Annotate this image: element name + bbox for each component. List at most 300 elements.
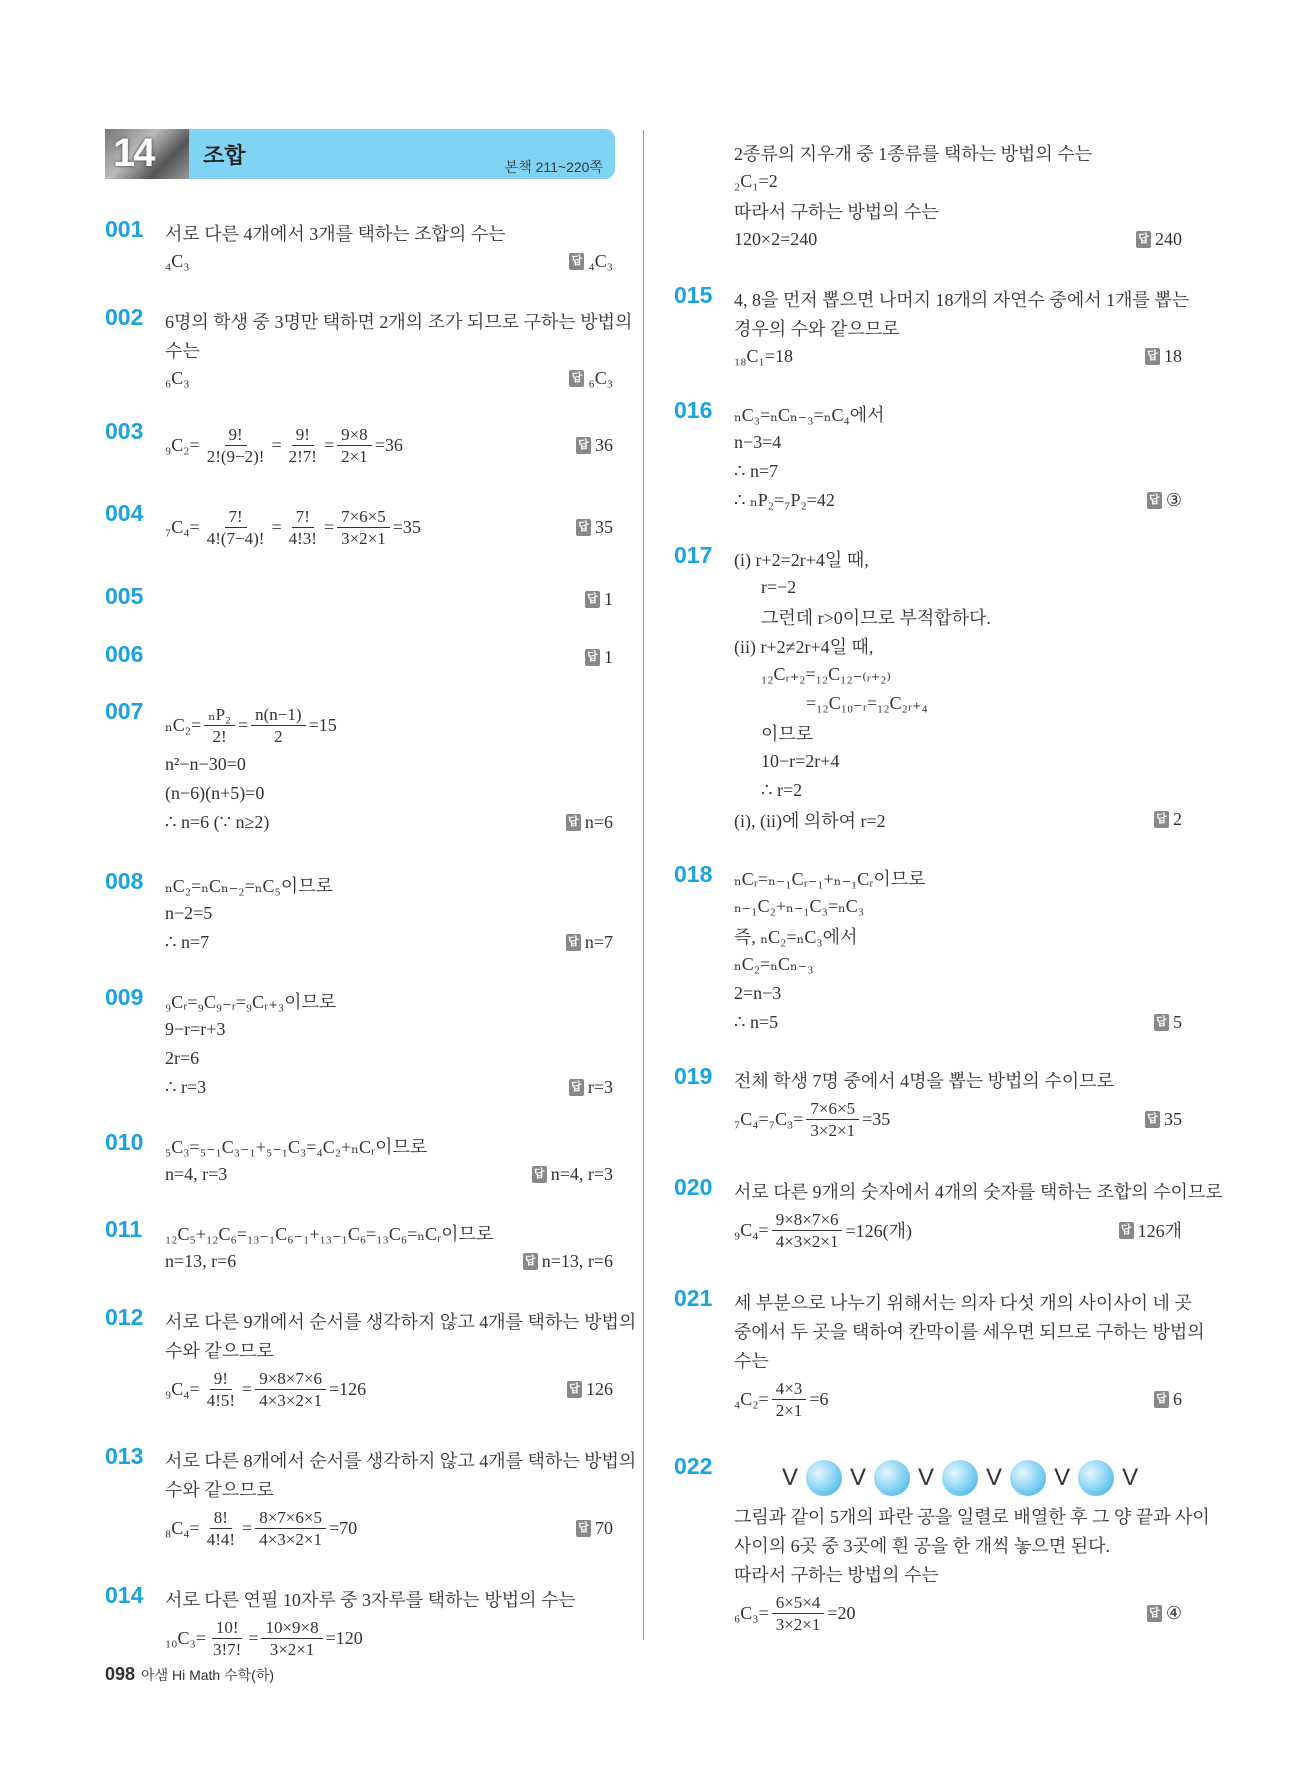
gap-mark: V — [986, 1464, 1003, 1491]
answer-icon: 답 — [585, 591, 600, 608]
math-text: =35 — [862, 1108, 891, 1129]
math-text: (ii) r+2≠2r+4일 때, — [734, 636, 874, 657]
answer — [1154, 809, 1182, 830]
problem-number: 015 — [674, 282, 713, 308]
problem-number: 001 — [105, 216, 144, 242]
solution-lines — [165, 306, 633, 393]
answer-value: n=6 — [584, 812, 613, 832]
math-text: ₙC₃=ₙCₙ₋₃=ₙC₄에서 — [734, 404, 885, 425]
answer-icon: 답 — [1147, 1605, 1162, 1622]
answer — [1145, 346, 1182, 367]
math-text: ₙCᵣ=ₙ₋₁Cᵣ₋₁+ₙ₋₁Cᵣ이므로 — [734, 868, 926, 889]
math-text: ₁₈C₁=18 — [734, 346, 793, 366]
solution-line — [165, 585, 613, 614]
fraction — [285, 424, 321, 467]
answer-icon: 답 — [1145, 348, 1160, 365]
chapter-title: 조합 — [203, 143, 246, 168]
math-text: ₉Cᵣ=₉C₉₋ᵣ=₉Cᵣ₊₃이므로 — [165, 991, 337, 1012]
math-text: ₇C₄=₇C₃= — [734, 1108, 804, 1129]
math-text: ∴ n=6 (∵ n≥2) — [165, 812, 270, 832]
solution-line — [734, 1008, 1182, 1037]
gap-mark: V — [1122, 1464, 1139, 1491]
answer — [1154, 1389, 1182, 1410]
math-text: r=−2 — [734, 577, 797, 597]
math-text: 따라서 구하는 방법의 수는 — [734, 1564, 939, 1585]
problem-016 — [674, 399, 1182, 515]
math-text: ₙ₋₁C₂+ₙ₋₁C₃=ₙC₃ — [734, 896, 865, 916]
math-text: 전체 학생 7명 중에서 4명을 뽑는 방법의 수이므로 — [734, 1070, 1114, 1091]
fraction — [285, 506, 321, 549]
problem-005 — [105, 585, 613, 614]
math-text: ₁₀C₃= — [165, 1627, 206, 1648]
solution-line — [734, 718, 1182, 747]
fraction — [203, 1507, 239, 1550]
math-text: 4, 8을 먼저 뽑으면 나머지 18개의 자연수 중에서 1개를 뽑는 — [734, 289, 1190, 310]
solution-lines — [165, 1584, 613, 1663]
solution-lines — [165, 986, 613, 1102]
answer-value: r=3 — [587, 1077, 613, 1097]
solution-line — [165, 306, 633, 335]
denominator: 4×3×2×1 — [259, 1529, 322, 1549]
answer-value: 240 — [1155, 229, 1182, 249]
numerator: 9! — [225, 424, 247, 446]
problem-number: 012 — [105, 1304, 144, 1330]
math-text: =126 — [328, 1378, 367, 1399]
math-text: =15 — [308, 714, 337, 735]
answer-icon: 답 — [576, 437, 591, 454]
math-text: =70 — [328, 1517, 358, 1538]
solution-line — [165, 1584, 613, 1613]
solution-line — [165, 218, 613, 247]
answer-icon: 답 — [1154, 1014, 1169, 1031]
problem-number: 013 — [105, 1443, 144, 1469]
numerator: 7! — [225, 506, 247, 528]
answer-value: 6 — [1173, 1388, 1182, 1409]
gap-mark: V — [850, 1464, 867, 1491]
solution-line — [734, 1588, 1182, 1638]
math-text: 이므로 — [734, 723, 814, 744]
numerator: 7×6×5 — [806, 1098, 859, 1120]
problem-010 — [105, 1131, 613, 1189]
problem-009 — [105, 986, 613, 1102]
math-text: ₁₂Cᵣ₊₂=₁₂C₁₂₋₍ᵣ₊₂₎ — [734, 664, 891, 684]
answer-icon: 답 — [1136, 231, 1151, 248]
solution-line — [734, 1530, 1182, 1559]
denominator: 2×1 — [341, 446, 368, 466]
answer-icon: 답 — [576, 1520, 591, 1537]
solution-line — [734, 457, 1182, 486]
answer-value: 35 — [1164, 1108, 1182, 1129]
numerator: 10×9×8 — [261, 1617, 322, 1639]
problem-number: 007 — [105, 698, 144, 724]
answer-icon: 답 — [1154, 811, 1169, 828]
math-text: ∴ n=5 — [734, 1012, 779, 1032]
problem-number: 005 — [105, 583, 144, 609]
answer-value: ③ — [1165, 490, 1182, 510]
math-text: ₁₂C₅+₁₂C₆=₁₃₋₁C₆₋₁+₁₃₋₁C₆=₁₃C₆=ₙCᵣ이므로 — [165, 1223, 494, 1244]
answer-icon: 답 — [1147, 492, 1162, 509]
problem-number: 008 — [105, 868, 144, 894]
fraction — [203, 506, 269, 549]
math-text: ₙC₂= — [165, 714, 202, 735]
denominator: 3×2×1 — [810, 1120, 856, 1140]
denominator: 4!(7−4)! — [206, 528, 265, 548]
numerator: 9×8×7×6 — [772, 1209, 843, 1231]
math-text: ∴ n=7 — [734, 461, 779, 481]
chapter-header — [105, 129, 615, 179]
answer — [576, 517, 613, 538]
solution-line — [734, 573, 1182, 602]
problem-number: 006 — [105, 641, 144, 667]
answer — [567, 1379, 613, 1400]
fraction — [337, 424, 372, 467]
answer-icon: 답 — [566, 814, 581, 831]
problem-020 — [674, 1174, 1223, 1255]
solution-line — [165, 1160, 613, 1189]
math-text: =20 — [827, 1602, 856, 1623]
math-text: 세 부분으로 나누기 위해서는 의자 다섯 개의 사이사이 네 곳 — [734, 1292, 1192, 1313]
math-text: n−2=5 — [165, 903, 213, 923]
problem-number: 016 — [674, 397, 713, 423]
gap-mark: V — [1054, 1464, 1071, 1491]
solution-lines — [734, 1455, 1210, 1638]
solution-line — [165, 502, 613, 552]
fraction — [203, 1368, 239, 1411]
answer-icon: 답 — [585, 649, 600, 666]
solution-line — [165, 1015, 613, 1044]
answer-value: 35 — [595, 516, 613, 537]
gap-mark: V — [782, 1464, 799, 1491]
math-text: ₉C₂= — [165, 434, 200, 455]
solution-line — [165, 1613, 613, 1663]
chapter-number: 14 — [113, 131, 154, 175]
solution-line — [734, 1176, 1223, 1205]
denominator: 3!7! — [212, 1639, 242, 1659]
solution-line — [165, 364, 613, 393]
solution-line — [165, 1044, 613, 1073]
answer-value: ₆C₃ — [588, 368, 613, 388]
denominator: 3×2×1 — [775, 1614, 821, 1634]
blue-ball — [942, 1460, 978, 1496]
math-text: ∴ n=7 — [165, 932, 210, 952]
solution-line — [165, 1247, 613, 1276]
math-text: ₅C₃=₅₋₁C₃₋₁+₅₋₁C₃=₄C₂+ₙCᵣ이므로 — [165, 1136, 428, 1157]
solution-line — [734, 196, 1182, 225]
math-text: = — [271, 434, 282, 455]
numerator: 9! — [210, 1368, 232, 1390]
math-text: 6명의 학생 중 3명만 택하면 2개의 조가 되므로 구하는 방법의 — [165, 311, 633, 332]
solution-lines — [734, 399, 1182, 515]
math-text: =35 — [392, 516, 421, 537]
math-text: ₆C₃ — [165, 368, 190, 388]
solution-lines — [165, 218, 613, 276]
answer — [1154, 1012, 1182, 1033]
chapter-image — [105, 129, 189, 179]
problem-continued — [674, 138, 1182, 254]
answer — [1147, 490, 1182, 511]
fraction — [209, 1617, 245, 1660]
solution-lines — [165, 870, 613, 957]
solution-line — [165, 1131, 613, 1160]
denominator: 4×3×2×1 — [775, 1231, 839, 1251]
solution-line — [734, 138, 1182, 167]
solution-line — [734, 921, 1182, 950]
solution-lines — [165, 1131, 613, 1189]
solution-line — [165, 808, 613, 837]
numerator: 10! — [212, 1617, 243, 1639]
math-text: 즉, ₙC₂=ₙC₃에서 — [734, 926, 858, 947]
answer-value: n=7 — [584, 932, 613, 952]
problem-number: 004 — [105, 500, 144, 526]
solution-line — [165, 899, 613, 928]
answer-icon: 답 — [523, 1253, 538, 1270]
problem-number: 002 — [105, 304, 144, 330]
answer-value: n=13, r=6 — [541, 1251, 613, 1271]
denominator: 4!4! — [206, 1529, 236, 1549]
textbook-reference: 본책 211~220쪽 — [504, 159, 603, 175]
solution-line — [165, 1218, 613, 1247]
solution-line — [734, 602, 1182, 631]
math-text: ₇C₄= — [165, 516, 200, 537]
answer — [523, 1251, 613, 1272]
solution-line — [734, 689, 1182, 718]
solution-line — [734, 284, 1190, 313]
problem-012 — [105, 1304, 637, 1414]
fraction — [772, 1592, 825, 1635]
denominator: 3×2×1 — [341, 528, 386, 548]
problem-number: 003 — [105, 418, 144, 444]
problem-number: 009 — [105, 984, 144, 1010]
solution-line — [734, 225, 1182, 254]
fraction — [255, 1507, 326, 1550]
fraction — [772, 1209, 843, 1252]
answer-value: 36 — [595, 434, 613, 455]
math-text: 수는 — [734, 1350, 769, 1371]
math-text: ₈C₄= — [165, 1517, 200, 1538]
solution-line — [734, 1374, 1182, 1424]
solution-line — [734, 776, 1182, 805]
answer-icon: 답 — [1154, 1391, 1169, 1408]
problem-022 — [674, 1453, 1210, 1638]
numerator: 4×3 — [772, 1378, 807, 1400]
solution-line — [734, 863, 1182, 892]
solution-lines — [734, 284, 1190, 371]
math-text: ₄C₂= — [734, 1388, 769, 1409]
math-text: = — [323, 434, 335, 455]
solution-lines — [165, 502, 613, 552]
answer — [566, 932, 613, 953]
solution-lines — [734, 1287, 1205, 1424]
solution-line — [165, 779, 613, 808]
solution-line — [734, 805, 1182, 834]
blue-ball — [806, 1460, 842, 1496]
blue-ball — [1010, 1460, 1046, 1496]
page-number: 098 — [105, 1664, 136, 1684]
solution-line — [165, 1445, 637, 1474]
math-text: = — [237, 714, 249, 735]
fraction — [251, 704, 305, 747]
solution-lines — [165, 1445, 637, 1553]
answer — [1145, 1109, 1182, 1130]
problem-004 — [105, 502, 613, 552]
numerator: 7! — [292, 506, 314, 528]
denominator: 4!5! — [206, 1390, 236, 1410]
math-text: 그런데 r>0이므로 부적합하다. — [734, 607, 991, 628]
answer-value: 2 — [1173, 809, 1182, 829]
solution-line — [734, 979, 1182, 1008]
solution-line — [165, 700, 613, 750]
solution-line — [165, 643, 613, 672]
blue-ball — [874, 1460, 910, 1496]
numerator: 9×8×7×6 — [255, 1368, 326, 1390]
numerator: 9×8 — [337, 424, 372, 446]
solution-line — [734, 1345, 1182, 1374]
problem-003 — [105, 420, 613, 470]
solution-lines — [165, 1218, 613, 1276]
denominator: 2 — [274, 726, 283, 746]
answer-value: 70 — [595, 1517, 613, 1538]
math-text: 2r=6 — [165, 1048, 200, 1068]
solution-lines — [734, 1176, 1223, 1255]
problem-number: 010 — [105, 1129, 144, 1155]
solution-line — [734, 399, 1182, 428]
answer — [532, 1164, 613, 1185]
answer — [566, 812, 613, 833]
math-text: ∴ r=2 — [734, 780, 803, 800]
solution-line — [734, 660, 1182, 689]
fraction — [337, 506, 390, 549]
gap-mark: V — [918, 1464, 935, 1491]
denominator: 4!3! — [288, 528, 317, 548]
math-text: 10−r=2r+4 — [734, 751, 840, 771]
solution-lines — [734, 1065, 1182, 1144]
answer-value: ④ — [1165, 1602, 1182, 1623]
solution-line — [734, 1316, 1205, 1345]
solution-line — [734, 428, 1182, 457]
denominator: 3×2×1 — [269, 1639, 315, 1659]
solution-line — [165, 870, 613, 899]
math-text: ∴ ₙP₂=₇P₂=42 — [734, 490, 835, 510]
answer-icon: 답 — [569, 1079, 584, 1096]
math-text: 중에서 두 곳을 택하여 칸막이를 세우면 되므로 구하는 방법의 — [734, 1321, 1205, 1342]
solution-line — [734, 167, 1182, 196]
math-text: = — [323, 516, 335, 537]
math-text: ∴ r=3 — [165, 1077, 207, 1097]
solution-line — [165, 1474, 613, 1503]
solution-line — [734, 747, 1182, 776]
answer-icon: 답 — [566, 934, 581, 951]
numerator: 8×7×6×5 — [255, 1507, 326, 1529]
answer-value: ₄C₃ — [588, 251, 613, 271]
math-text: 2=n−3 — [734, 983, 782, 1003]
solution-line — [165, 247, 613, 276]
problem-021 — [674, 1285, 1205, 1424]
fraction — [203, 424, 269, 467]
math-text: n−3=4 — [734, 432, 782, 452]
solution-line — [734, 544, 1182, 573]
fraction — [772, 1378, 807, 1421]
answer — [569, 368, 613, 389]
math-text: n²−n−30=0 — [165, 754, 246, 774]
numerator: 7×6×5 — [337, 506, 390, 528]
problem-number: 020 — [674, 1174, 713, 1200]
page-footer — [105, 1664, 274, 1685]
problem-002 — [105, 304, 633, 393]
fraction — [255, 1368, 326, 1411]
fraction — [204, 704, 235, 747]
solution-line — [734, 1559, 1182, 1588]
math-text: ₉C₄= — [734, 1219, 769, 1240]
answer-value: 1 — [604, 647, 613, 667]
problem-number: 014 — [105, 1582, 144, 1608]
answer — [569, 251, 613, 272]
fraction — [261, 1617, 322, 1660]
problem-014 — [105, 1584, 613, 1663]
problem-number: 011 — [105, 1216, 143, 1242]
solution-line — [734, 1094, 1182, 1144]
math-text: ₂C₁=2 — [734, 171, 778, 191]
problem-006 — [105, 643, 613, 672]
solution-line — [165, 1335, 613, 1364]
column-divider — [643, 130, 644, 1640]
problem-008 — [105, 870, 613, 957]
math-text: 120×2=240 — [734, 229, 818, 249]
solution-line — [165, 1073, 613, 1102]
solution-line — [165, 750, 613, 779]
math-text: 서로 다른 4개에서 3개를 택하는 조합의 수는 — [165, 223, 506, 244]
denominator: 2!7! — [288, 446, 317, 466]
answer — [1147, 1603, 1182, 1624]
solution-lines — [734, 544, 1182, 834]
solution-lines — [734, 138, 1182, 254]
math-text: = — [242, 1517, 253, 1538]
solution-line — [734, 950, 1182, 979]
answer — [585, 589, 613, 610]
answer-value: 126 — [586, 1378, 613, 1399]
answer — [576, 435, 613, 456]
answer — [569, 1077, 613, 1098]
math-text: 9−r=r+3 — [165, 1019, 226, 1039]
answer — [585, 647, 613, 668]
denominator: 4×3×2×1 — [259, 1390, 322, 1410]
answer-value: 1 — [604, 589, 613, 609]
answer — [1119, 1217, 1182, 1243]
problem-number: 022 — [674, 1453, 713, 1479]
answer-icon: 답 — [569, 253, 584, 270]
solution-line — [734, 486, 1182, 515]
math-text: (n−6)(n+5)=0 — [165, 783, 265, 803]
math-text: 서로 다른 9개의 숫자에서 4개의 숫자를 택하는 조합의 수이므로 — [734, 1181, 1223, 1202]
solution-line — [734, 313, 1182, 342]
math-text: 서로 다른 9개에서 순서를 생각하지 않고 4개를 택하는 방법의 — [165, 1311, 637, 1332]
solution-lines — [165, 643, 613, 672]
denominator: 2!(9−2)! — [206, 446, 265, 466]
denominator: 2! — [212, 726, 227, 746]
numerator: 9! — [292, 424, 314, 446]
math-text: =36 — [374, 434, 403, 455]
math-text: (i), (ii)에 의하여 r=2 — [734, 810, 886, 831]
math-text: = — [271, 516, 282, 537]
math-text: 수와 같으므로 — [165, 1479, 274, 1500]
solution-line — [734, 631, 1182, 660]
math-text: (i) r+2=2r+4일 때, — [734, 549, 869, 570]
math-text: 그림과 같이 5개의 파란 공을 일렬로 배열한 후 그 양 끝과 사이 — [734, 1506, 1210, 1527]
math-text: =120 — [325, 1627, 363, 1648]
math-text: = — [248, 1627, 259, 1648]
math-text: ₙC₂=ₙCₙ₋₃ — [734, 954, 814, 974]
ball-arrangement-diagram — [774, 1455, 1182, 1501]
answer — [1136, 229, 1182, 250]
